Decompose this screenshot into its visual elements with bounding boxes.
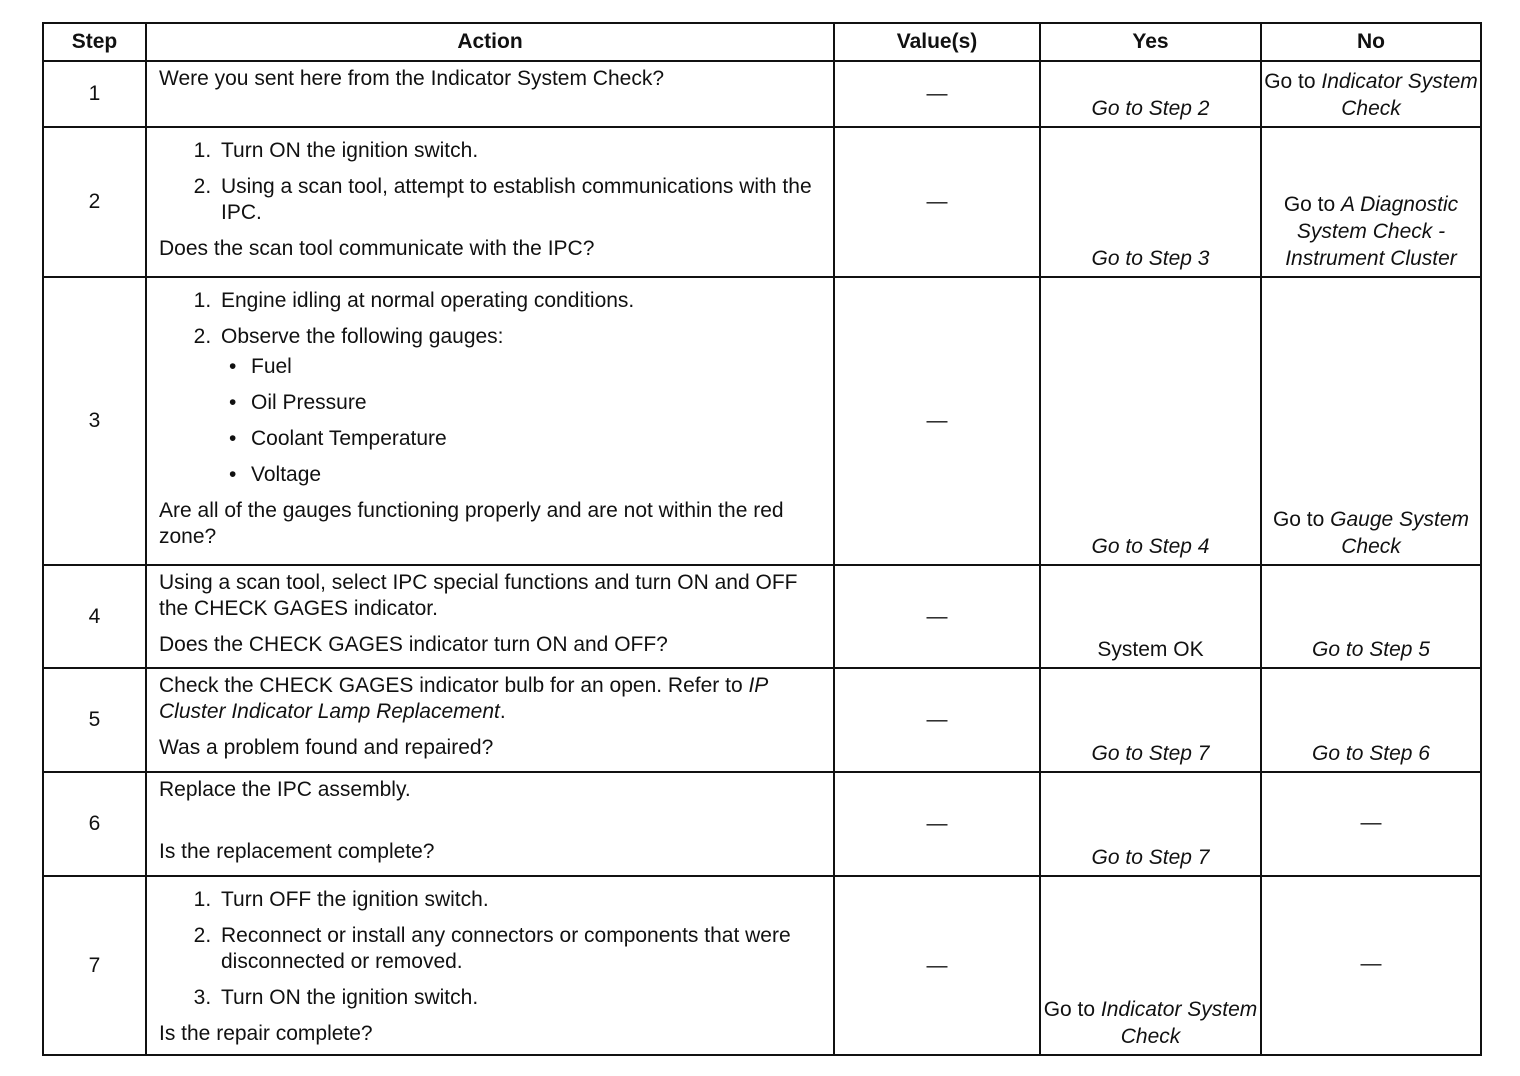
header-row — [43, 23, 1481, 61]
action-cell — [146, 668, 834, 772]
value-cell: — — [834, 61, 1040, 127]
action-text-suffix: . — [499, 700, 506, 723]
header-action: Action — [146, 23, 834, 61]
no-cell[interactable]: Go to Step 6 — [1261, 668, 1481, 772]
gauge-list — [159, 354, 823, 488]
action-cell — [146, 772, 834, 876]
action-question: Does the CHECK GAGES indicator turn ON and OFF? — [159, 633, 668, 656]
action-question: Is the repair complete? — [159, 1022, 373, 1045]
action-step-item: 2. Observe the following gauges: — [217, 324, 823, 350]
table-row — [43, 565, 1481, 668]
step-number: 1 — [43, 61, 146, 127]
action-question: Is the replacement complete? — [159, 840, 435, 863]
action-steps — [159, 887, 823, 1011]
action-cell — [146, 277, 834, 565]
step-number: 6 — [43, 772, 146, 876]
action-cell — [146, 565, 834, 668]
header-step: Step — [43, 23, 146, 61]
step-number: 3 — [43, 277, 146, 565]
action-text: Using a scan tool, select IPC special functions and turn ON and OFF the CHECK GAGES indicator. — [159, 571, 798, 620]
no-prefix: Go to — [1283, 193, 1342, 216]
no-prefix: Go to — [1264, 70, 1322, 93]
action-step-item: 1. Turn ON the ignition switch. — [217, 138, 823, 164]
header-no: No — [1261, 23, 1481, 61]
diagnostic-table — [42, 22, 1482, 1056]
step-number: 4 — [43, 565, 146, 668]
action-link[interactable]: IP Cluster Indicator Lamp Replacement — [159, 674, 768, 723]
yes-cell[interactable]: Go to Step 2 — [1040, 61, 1261, 127]
yes-cell[interactable]: Go to Step 7 — [1040, 668, 1261, 772]
no-cell[interactable] — [1261, 277, 1481, 565]
action-text — [159, 673, 823, 725]
no-link[interactable]: Indicator System Check — [1321, 70, 1478, 120]
no-link[interactable]: A Diagnostic System Check - Instrument Cluster — [1285, 193, 1459, 270]
action-text: Replace the IPC assembly. — [159, 778, 411, 801]
no-prefix: Go to — [1272, 508, 1331, 531]
action-cell — [146, 61, 834, 127]
no-cell[interactable] — [1261, 127, 1481, 277]
action-text-main: Check the CHECK GAGES indicator bulb for an open. Refer to — [159, 674, 749, 697]
action-step-item: 2. Using a scan tool, attempt to establish communications with the IPC. — [217, 174, 823, 226]
table-row — [43, 668, 1481, 772]
header-values: Value(s) — [834, 23, 1040, 61]
step-number: 7 — [43, 876, 146, 1055]
table-row — [43, 127, 1481, 277]
yes-link[interactable]: Indicator System Check — [1100, 998, 1258, 1048]
action-steps — [159, 288, 823, 350]
yes-cell[interactable]: Go to Step 3 — [1040, 127, 1261, 277]
step-number: 5 — [43, 668, 146, 772]
yes-cell[interactable] — [1040, 876, 1261, 1055]
action-step-item: 3. Turn ON the ignition switch. — [217, 985, 823, 1011]
table-row — [43, 772, 1481, 876]
gauge-list-item: • Oil Pressure — [251, 390, 823, 416]
table-row — [43, 277, 1481, 565]
action-steps — [159, 138, 823, 226]
gauge-list-item: • Voltage — [251, 462, 823, 488]
no-cell: — — [1261, 876, 1481, 1055]
action-question: Are all of the gauges functioning properly and are not within the red zone? — [159, 499, 784, 548]
no-link[interactable]: Gauge System Check — [1330, 508, 1470, 558]
value-cell: — — [834, 565, 1040, 668]
step-number: 2 — [43, 127, 146, 277]
value-cell: — — [834, 127, 1040, 277]
action-cell — [146, 876, 834, 1055]
value-cell: — — [834, 876, 1040, 1055]
yes-cell[interactable]: Go to Step 4 — [1040, 277, 1261, 565]
yes-cell[interactable]: System OK — [1040, 565, 1261, 668]
action-cell — [146, 127, 834, 277]
action-question: Was a problem found and repaired? — [159, 736, 494, 759]
table-row — [43, 61, 1481, 127]
action-step-item: 2. Reconnect or install any connectors or components that were disconnected or removed. — [217, 923, 823, 975]
action-question: Does the scan tool communicate with the IPC? — [159, 237, 595, 260]
value-cell: — — [834, 772, 1040, 876]
yes-prefix: Go to — [1043, 998, 1101, 1021]
header-yes: Yes — [1040, 23, 1261, 61]
action-text: Were you sent here from the Indicator System Check? — [159, 67, 665, 90]
gauge-list-item: • Coolant Temperature — [251, 426, 823, 452]
gauge-list-item: • Fuel — [251, 354, 823, 380]
action-step-item: 1. Engine idling at normal operating conditions. — [217, 288, 823, 314]
value-cell: — — [834, 668, 1040, 772]
no-cell[interactable]: Go to Step 5 — [1261, 565, 1481, 668]
no-cell[interactable] — [1261, 61, 1481, 127]
action-step-item: 1. Turn OFF the ignition switch. — [217, 887, 823, 913]
yes-cell[interactable]: Go to Step 7 — [1040, 772, 1261, 876]
table-row — [43, 876, 1481, 1055]
value-cell: — — [834, 277, 1040, 565]
no-cell: — — [1261, 772, 1481, 876]
